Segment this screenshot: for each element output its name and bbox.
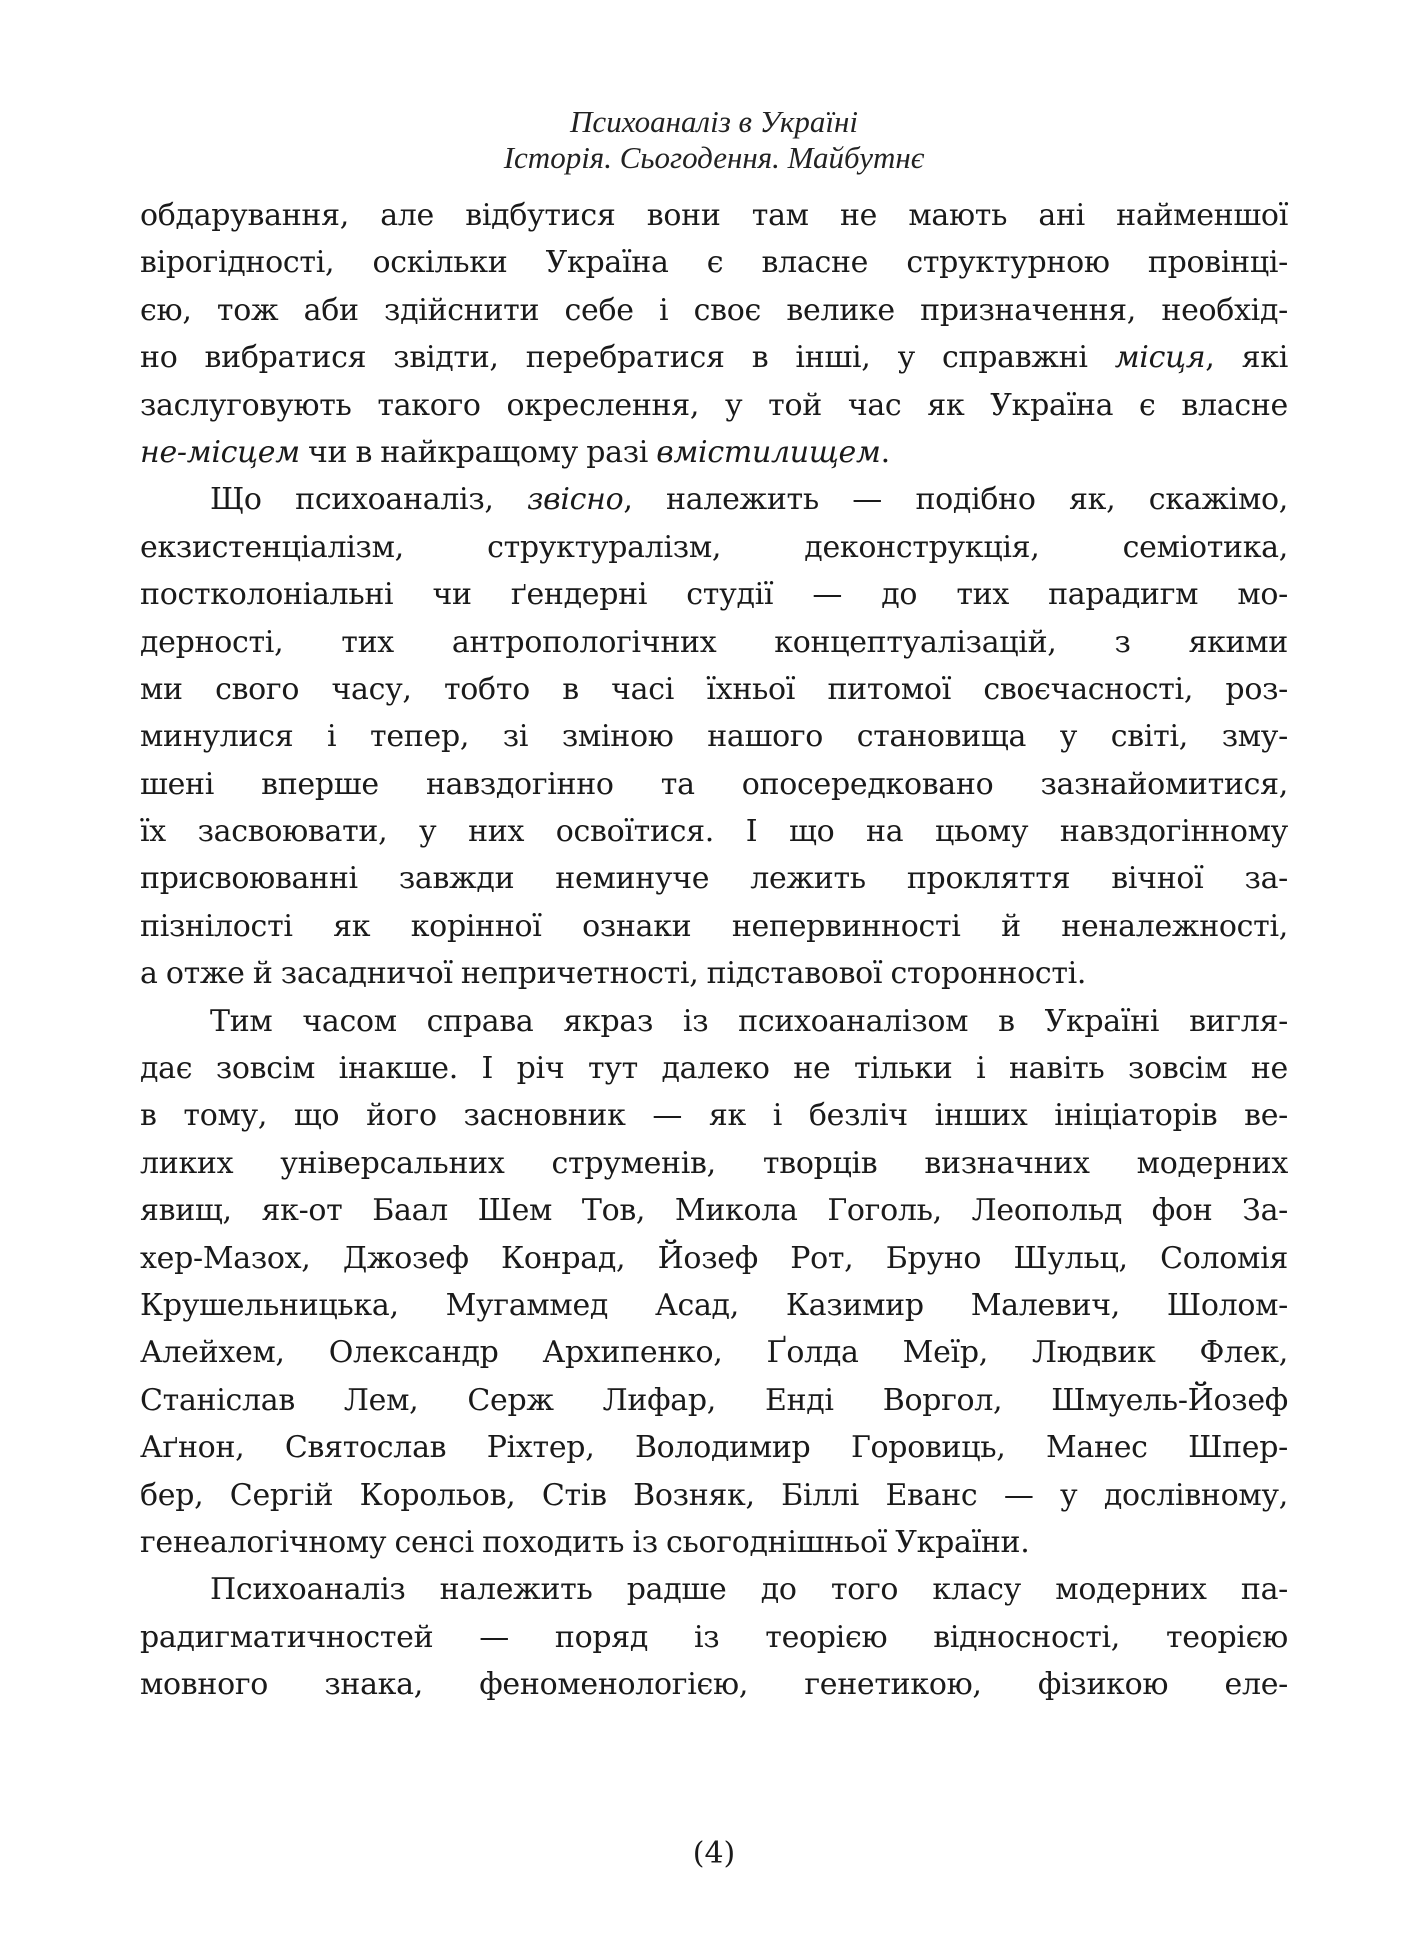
text-run: минулися і тепер, зі зміною нашого становища у світі, зму- — [140, 719, 1288, 755]
text-line — [140, 855, 1288, 902]
text-line — [140, 1424, 1288, 1471]
text-line — [140, 476, 1288, 523]
text-run: єю, тож аби здійснити себе і своє велике призначення, необхід- — [140, 292, 1288, 328]
running-head-title: Психоаналіз в Україні — [570, 104, 858, 139]
text-run: , належить — подібно як, скажімо, — [623, 482, 1288, 518]
text-run: Тим часом справа якраз із психоаналізом в Україні вигля- — [210, 1003, 1288, 1039]
text-run: в тому, що його засновник — як і безліч інших ініціаторів ве- — [140, 1098, 1288, 1134]
text-line — [140, 192, 1288, 239]
text-run: , які — [1205, 340, 1288, 376]
text-line — [140, 524, 1288, 571]
text-line — [140, 382, 1288, 429]
text-run: вірогідності, оскільки Україна є власне структурною провінці- — [140, 245, 1288, 281]
text-line — [140, 761, 1288, 808]
text-line — [140, 1519, 1288, 1566]
text-line — [140, 1566, 1288, 1613]
text-run: чи в найкращому разі — [299, 434, 657, 470]
text-line — [140, 429, 1288, 476]
text-run: присвоюванні завжди неминуче лежить прокляття вічної за- — [140, 861, 1288, 897]
text-run: Що психоаналіз, — [210, 482, 528, 518]
text-line — [140, 1045, 1288, 1092]
text-line — [140, 950, 1288, 997]
text-line — [140, 998, 1288, 1045]
text-run: екзистенціалізм, структуралізм, деконструкція, семіотика, — [140, 529, 1288, 565]
text-run: пізнілості як корінної ознаки непервинності й неналежності, — [140, 908, 1288, 944]
text-line — [140, 903, 1288, 950]
text-run: бер, Сергій Корольов, Стів Возняк, Біллі Еванс — у дослівному, — [140, 1477, 1288, 1513]
text-line — [140, 1661, 1288, 1708]
text-run: Станіслав Лем, Серж Лифар, Енді Воргол, Шмуель-Йозеф — [140, 1382, 1288, 1418]
text-line — [140, 1472, 1288, 1519]
paragraph — [140, 192, 1288, 476]
text-line — [140, 1329, 1288, 1376]
running-head-subtitle: Історія. Сьогодення. Майбутнє — [503, 140, 925, 175]
text-run: постколоніальні чи ґендерні студії — до тих парадигм мо- — [140, 577, 1288, 613]
text-run: заслуговують такого окреслення, у той час як Україна є власне — [140, 387, 1288, 423]
text-line — [140, 239, 1288, 286]
text-run: їх засвоювати, у них освоїтися. І що на цьому навздогінному — [140, 814, 1288, 850]
text-line — [140, 1282, 1288, 1329]
text-run: Алейхем, Олександр Архипенко, Ґолда Меїр, Людвик Флек, — [140, 1335, 1288, 1371]
text-line — [140, 1140, 1288, 1187]
paragraph — [140, 476, 1288, 997]
italic-emphasis: місця — [1114, 340, 1206, 376]
text-line — [140, 808, 1288, 855]
text-run: ми свого часу, тобто в часі їхньої питомої своєчасності, роз- — [140, 671, 1288, 707]
text-run: Крушельницька, Мугаммед Асад, Казимир Малевич, Шолом- — [140, 1287, 1288, 1323]
paragraph — [140, 1566, 1288, 1708]
italic-emphasis: звісно — [527, 482, 624, 518]
paragraph — [140, 998, 1288, 1567]
text-line — [140, 334, 1288, 381]
text-line — [140, 287, 1288, 334]
text-run: хер-Мазох, Джозеф Конрад, Йозеф Рот, Бруно Шульц, Соломія — [140, 1240, 1288, 1276]
italic-emphasis: не-місцем — [140, 434, 300, 470]
page-number: (4) — [692, 1836, 736, 1871]
text-run: мовного знака, феноменологією, генетикою, фізикою еле- — [140, 1667, 1288, 1703]
text-line — [140, 1614, 1288, 1661]
text-line — [140, 713, 1288, 760]
text-line — [140, 571, 1288, 618]
text-line — [140, 1092, 1288, 1139]
italic-emphasis: вмістилищем — [656, 434, 881, 470]
text-line — [140, 1235, 1288, 1282]
body-text — [140, 192, 1288, 1709]
text-run: . — [880, 434, 890, 470]
text-run: Аґнон, Святослав Ріхтер, Володимир Горовиць, Манес Шпер- — [140, 1430, 1288, 1466]
text-run: обдарування, але відбутися вони там не мають ані найменшої — [140, 198, 1288, 233]
text-run: дерності, тих антропологічних концептуалізацій, з якими — [140, 624, 1288, 660]
text-run: радигматичностей — поряд із теорією відносності, теорією — [140, 1619, 1288, 1655]
text-run: генеалогічному сенсі походить із сьогоднішньої України. — [140, 1524, 1030, 1560]
text-run: шені вперше навздогінно та опосередковано зазнайомитися, — [140, 766, 1288, 802]
text-run: а отже й засадничої непричетності, підставової сторонності. — [140, 956, 1087, 992]
text-line — [140, 666, 1288, 713]
text-line — [140, 1187, 1288, 1234]
text-run: явищ, як-от Баал Шем Тов, Микола Гоголь, Леопольд фон За- — [140, 1193, 1288, 1229]
text-line — [140, 619, 1288, 666]
text-run: ликих універсальних струменів, творців визначних модерних — [140, 1145, 1288, 1181]
text-run: дає зовсім інакше. І річ тут далеко не тільки і навіть зовсім не — [140, 1051, 1288, 1087]
running-head — [0, 104, 1428, 176]
text-line — [140, 1377, 1288, 1424]
text-run: Психоаналіз належить радше до того класу модерних па- — [210, 1572, 1288, 1608]
text-run: но вибратися звідти, перебратися в інші, у справжні — [140, 340, 1115, 376]
